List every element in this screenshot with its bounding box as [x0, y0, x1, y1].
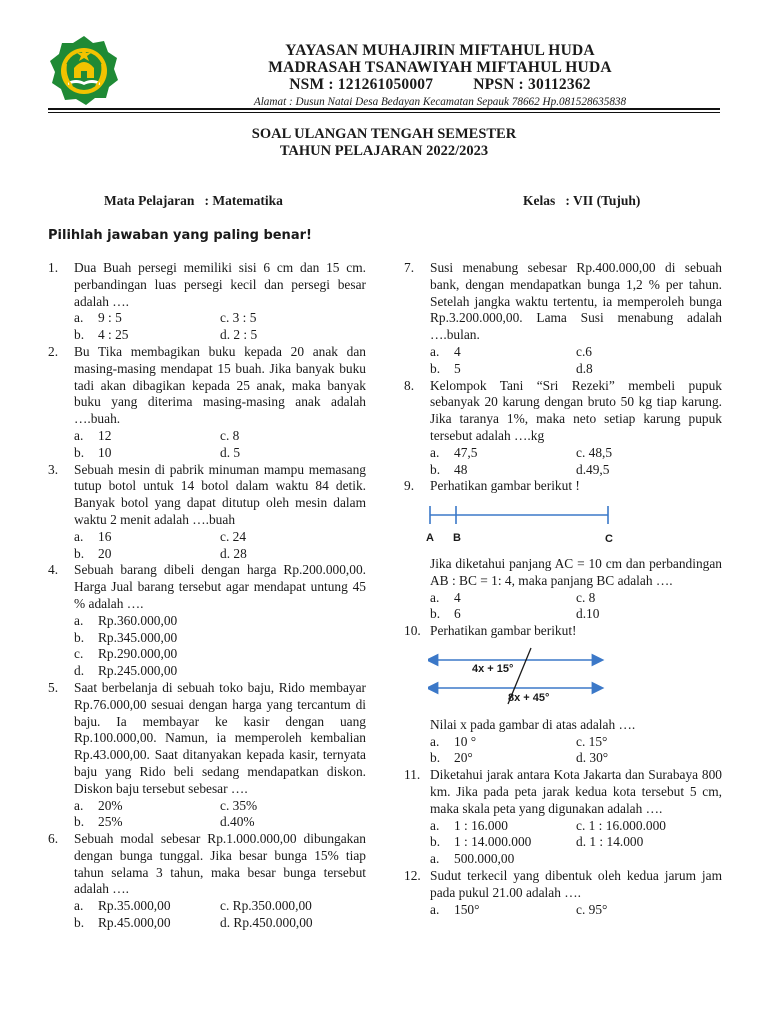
option-a: a. 4 — [430, 589, 461, 605]
answer-options — [430, 590, 722, 624]
option-a: a. 10 ° — [430, 733, 477, 749]
question-number: 5. — [48, 679, 59, 695]
angle-label-1: 4x + 15° — [472, 662, 514, 675]
answer-options — [74, 613, 366, 680]
option-a: a. 16 — [74, 528, 112, 544]
option-d: d.40% — [220, 814, 255, 830]
question-3 — [48, 462, 366, 563]
question-stem: Bu Tika membagikan buku kepada 20 anak dan masing-masing mendapat 15 buah. Jika banyak buku tadi akan dibagikan kepada 25 anak, maka banyak buku yang diterima masing-masing anak adalah ….buah. — [74, 343, 366, 427]
answer-options — [430, 818, 722, 868]
option-d: d. 28 — [220, 545, 247, 561]
class-label: Kelas : VII (Tujuh) — [523, 193, 641, 208]
question-number: 8. — [404, 377, 415, 393]
header-rule-thick — [48, 108, 720, 110]
option-c: c. 1 : 16.000.000 — [576, 817, 667, 833]
option-c: c. 8 — [220, 427, 240, 443]
question-number: 2. — [48, 343, 59, 359]
question-stem-continued: Jika diketahui panjang AC = 10 cm dan perbandingan AB : BC = 1: 4, maka panjang BC adalah …. — [430, 555, 722, 588]
answer-options — [430, 344, 722, 378]
question-stem: Saat berbelanja di sebuah toko baju, Rido membayar Rp.76.000,00 sesuai dengan harga yang tercantum di baju. Ia membayar ke kasir dengan uang Rp.100.000,00. Namun, ia memperoleh kembalian Rp.43.000,00. Saat ditanyakan kepada kasir, ternyata baju yang Rido beli sedang mendapatkan diskon. Diskon baju tersebut sebesar …. — [74, 679, 366, 796]
question-number: 10. — [404, 623, 421, 639]
option-a: a. Rp.360.000,00 — [74, 612, 178, 628]
answer-options — [74, 529, 366, 563]
point-b-label: B — [453, 532, 461, 545]
question-stem: Perhatikan gambar berikut ! — [430, 478, 580, 494]
madrasah-emblem-icon — [48, 34, 120, 106]
question-stem: Sebuah mesin di pabrik minuman mampu memasang tutup botol untuk 14 botol dalam waktu 84 detik. Banyak botol yang dapat ditutup oleh mesin dalam waktu 2 menit adalah ….buah — [74, 461, 366, 527]
instruction: Pilihlah jawaban yang paling benar! — [48, 228, 312, 243]
option-b: b. 1 : 14.000.000 — [430, 834, 532, 850]
question-number: 12. — [404, 867, 421, 883]
question-number: 3. — [48, 461, 59, 477]
parallel-lines-diagram — [428, 646, 628, 706]
question-12 — [404, 868, 722, 918]
option-c: c. Rp.350.000,00 — [220, 898, 312, 914]
question-number: 7. — [404, 260, 415, 275]
option-b: b. 20 — [74, 545, 112, 561]
question-stem: Diketahui jarak antara Kota Jakarta dan Surabaya 800 km. Jika pada peta jarak kedua kota tersebut 5 cm, maka skala peta yang digunakan adalah …. — [430, 767, 722, 816]
answer-options — [74, 428, 366, 462]
answer-options — [74, 898, 366, 932]
option-b: b. 10 — [74, 444, 112, 460]
option-a: a. 1 : 16.000 — [430, 817, 508, 833]
answer-options — [430, 445, 722, 479]
question-stem: Dua Buah persegi memiliki sisi 6 cm dan 15 cm. perbandingan luas persegi kecil dan persegi besar adalah …. — [74, 260, 366, 309]
question-10 — [404, 623, 722, 767]
question-6 — [48, 831, 366, 932]
question-stem: Sebuah barang dibeli dengan harga Rp.200.000,00. Harga Jual barang tersebut agar mendapat untung 45 % adalah …. — [74, 562, 366, 611]
option-d: d. 2 : 5 — [220, 327, 258, 343]
option-c: c. 24 — [220, 528, 247, 544]
answer-options — [74, 798, 366, 832]
letterhead — [130, 42, 750, 109]
answer-options — [430, 902, 722, 919]
question-stem: Sudut terkecil yang dibentuk oleh kedua jarum jam pada pukul 21.00 adalah …. — [430, 867, 722, 900]
option-b: b. Rp.345.000,00 — [74, 629, 178, 645]
school-address: Alamat : Dusun Natai Desa Bedayan Kecamatan Sepauk 78662 Hp.081528635838 — [253, 96, 627, 108]
answer-options — [74, 310, 366, 344]
question-stem: Sebuah modal sebesar Rp.1.000.000,00 dibungakan dengan bunga tunggal. Jika besar bunga 15% tiap tahun selama 3 tahun, maka besar bunga tersebut adalah …. — [74, 831, 366, 897]
option-c: c. Rp.290.000,00 — [74, 646, 178, 662]
option-d: d. Rp.450.000,00 — [220, 915, 313, 931]
option-c: c. 15° — [576, 733, 608, 749]
question-5 — [48, 680, 366, 831]
question-11 — [404, 767, 722, 868]
question-stem: Perhatikan gambar berikut! — [430, 623, 577, 639]
academic-year: TAHUN PELAJARAN 2022/2023 — [279, 143, 489, 159]
point-c-label: C — [605, 533, 613, 546]
option-b: b. Rp.45.000,00 — [74, 915, 171, 931]
question-number: 1. — [48, 260, 59, 275]
option-a: a. 47,5 — [430, 444, 478, 460]
option-b: b. 20° — [430, 750, 473, 766]
option-a: a. 4 — [430, 343, 461, 359]
left-column — [48, 260, 366, 932]
point-a-label: A — [426, 532, 434, 545]
option-c: c. 8 — [576, 589, 596, 605]
option-b: b. 4 : 25 — [74, 327, 129, 343]
option-a: a. 9 : 5 — [74, 310, 122, 326]
question-4 — [48, 562, 366, 680]
angle-label-2: 8x + 45° — [508, 691, 550, 704]
option-d: d. 5 — [220, 444, 241, 460]
option-a: a. 12 — [74, 427, 112, 443]
school-name: MADRASAH TSANAWIYAH MIFTAHUL HUDA — [268, 59, 612, 76]
option-d: d. 1 : 14.000 — [576, 834, 644, 850]
question-1 — [48, 260, 366, 344]
subject-label: Mata Pelajaran : Matematika — [104, 193, 283, 208]
question-7 — [404, 260, 722, 378]
question-number: 4. — [48, 562, 59, 578]
question-number: 11. — [404, 767, 421, 783]
option-a: a. Rp.35.000,00 — [74, 898, 171, 914]
header-rule-thin — [48, 112, 720, 113]
question-stem: Susi menabung sebesar Rp.400.000,00 di sebuah bank, dengan mendapatkan bunga 1,2 % per tahun. Setelah jangka waktu tertentu, ia memperoleh bunga Rp.3.200.000,00. Lama Susi menabung adalah ….bulan. — [430, 260, 722, 343]
question-stem: Kelompok Tani “Sri Rezeki” membeli pupuk sebanyak 20 karung dengan bruto 50 kg tiap karung. Jika taranya 1%, maka neto setiap karung pupuk tersebut adalah ….kg — [430, 377, 722, 443]
question-8 — [404, 378, 722, 479]
option-d: d. Rp.245.000,00 — [74, 663, 178, 679]
npsn-number: NPSN : 30112362 — [473, 76, 591, 93]
option-a: a. 20% — [74, 797, 123, 813]
option-c: c. 35% — [220, 797, 258, 813]
option-d: d. 30° — [576, 750, 609, 766]
nsm-number: NSM : 121261050007 — [289, 76, 434, 93]
option-c: c.6 — [576, 343, 592, 359]
option-c: c. 95° — [576, 901, 608, 917]
segment-diagram — [426, 501, 626, 545]
option-b: b. 5 — [430, 360, 461, 376]
option-extra: a. 500.000,00 — [430, 851, 515, 867]
right-column — [404, 260, 722, 918]
option-b: b. 48 — [430, 461, 468, 477]
option-c: c. 48,5 — [576, 444, 613, 460]
question-9 — [404, 478, 722, 623]
option-a: a. 150° — [430, 901, 480, 917]
option-d: d.10 — [576, 606, 600, 622]
answer-options — [430, 734, 722, 768]
option-d: d.49,5 — [576, 461, 610, 477]
question-2 — [48, 344, 366, 462]
exam-title: SOAL ULANGAN TENGAH SEMESTER — [251, 126, 517, 142]
foundation-name: YAYASAN MUHAJIRIN MIFTAHUL HUDA — [285, 42, 595, 59]
option-c: c. 3 : 5 — [220, 310, 257, 326]
registration-numbers — [130, 76, 750, 93]
option-b: b. 25% — [74, 814, 123, 830]
option-b: b. 6 — [430, 606, 461, 622]
question-stem-continued: Nilai x pada gambar di atas adalah …. — [430, 716, 636, 732]
option-d: d.8 — [576, 360, 593, 376]
question-number: 9. — [404, 478, 415, 494]
question-number: 6. — [48, 831, 59, 847]
